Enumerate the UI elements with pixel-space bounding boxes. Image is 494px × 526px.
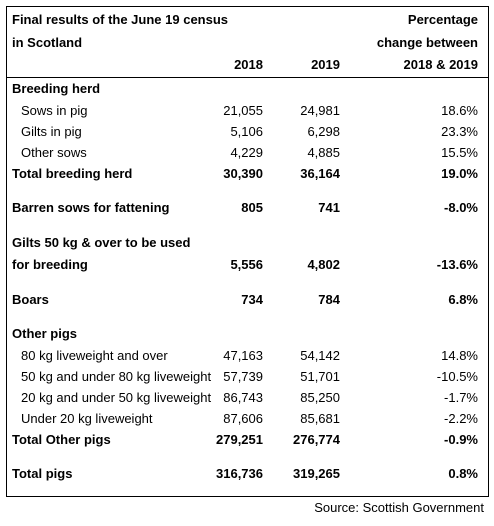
row-label: Boars bbox=[12, 292, 49, 307]
pct-header-line2: change between bbox=[376, 35, 478, 50]
row-value-2019: 276,774 bbox=[293, 432, 340, 447]
row-value-2018: 5,556 bbox=[230, 257, 263, 272]
row-label: Total pigs bbox=[12, 466, 73, 481]
row-value-2018: 5,106 bbox=[230, 124, 263, 139]
pct-header-line3: 2018 & 2019 bbox=[403, 57, 478, 72]
row-label: 80 kg liveweight and over bbox=[21, 348, 168, 363]
row-value-2018: 4,229 bbox=[230, 145, 263, 160]
col-header-2018: 2018 bbox=[234, 57, 263, 72]
row-value-2019: 4,802 bbox=[307, 257, 340, 272]
row-pct-change: -1.7% bbox=[444, 390, 478, 405]
row-value-2018: 87,606 bbox=[223, 411, 263, 426]
row-label: Gilts in pig bbox=[21, 124, 82, 139]
table-title-line2: in Scotland bbox=[12, 35, 83, 50]
row-value-2018: 47,163 bbox=[223, 348, 263, 363]
row-value-2018: 86,743 bbox=[223, 390, 263, 405]
row-value-2018: 734 bbox=[241, 292, 263, 307]
row-value-2019: 85,250 bbox=[300, 390, 340, 405]
row-label: 20 kg and under 50 kg liveweight bbox=[21, 390, 212, 405]
row-value-2019: 51,701 bbox=[300, 369, 340, 384]
table-title-line1: Final results of the June 19 census bbox=[12, 12, 229, 27]
row-pct-change: -13.6% bbox=[436, 257, 478, 272]
header-divider bbox=[7, 77, 488, 78]
row-value-2019: 784 bbox=[318, 292, 340, 307]
row-label: Under 20 kg liveweight bbox=[21, 411, 153, 426]
row-pct-change: -8.0% bbox=[444, 200, 478, 215]
row-label: Total Other pigs bbox=[12, 432, 111, 447]
row-pct-change: 6.8% bbox=[448, 292, 478, 307]
row-value-2019: 6,298 bbox=[307, 124, 340, 139]
census-table bbox=[6, 6, 489, 497]
row-pct-change: -0.9% bbox=[444, 432, 478, 447]
row-pct-change: 0.8% bbox=[448, 466, 478, 481]
pct-header-line1: Percentage bbox=[407, 12, 478, 27]
row-value-2018: 805 bbox=[241, 200, 263, 215]
row-value-2018: 316,736 bbox=[216, 466, 263, 481]
row-value-2018: 21,055 bbox=[223, 103, 263, 118]
row-value-2018: 57,739 bbox=[223, 369, 263, 384]
row-value-2018: 279,251 bbox=[216, 432, 263, 447]
row-pct-change: -10.5% bbox=[436, 369, 478, 384]
row-label: 50 kg and under 80 kg liveweight bbox=[21, 369, 212, 384]
row-label: for breeding bbox=[12, 257, 88, 272]
row-pct-change: 14.8% bbox=[441, 348, 478, 363]
row-pct-change: 15.5% bbox=[441, 145, 478, 160]
row-label: Other pigs bbox=[12, 326, 78, 341]
row-value-2019: 319,265 bbox=[293, 466, 340, 481]
col-header-2019: 2019 bbox=[311, 57, 340, 72]
row-label: Gilts 50 kg & over to be used bbox=[12, 235, 191, 250]
row-label: Breeding herd bbox=[12, 81, 101, 96]
row-value-2018: 30,390 bbox=[223, 166, 263, 181]
row-value-2019: 54,142 bbox=[300, 348, 340, 363]
row-pct-change: -2.2% bbox=[444, 411, 478, 426]
row-value-2019: 36,164 bbox=[300, 166, 340, 181]
row-value-2019: 4,885 bbox=[307, 145, 340, 160]
row-value-2019: 85,681 bbox=[300, 411, 340, 426]
row-pct-change: 18.6% bbox=[441, 103, 478, 118]
row-pct-change: 23.3% bbox=[441, 124, 478, 139]
row-value-2019: 24,981 bbox=[300, 103, 340, 118]
row-pct-change: 19.0% bbox=[441, 166, 478, 181]
row-label: Barren sows for fattening bbox=[12, 200, 170, 215]
row-label: Other sows bbox=[21, 145, 87, 160]
row-value-2019: 741 bbox=[318, 200, 340, 215]
row-label: Total breeding herd bbox=[12, 166, 133, 181]
source-note: Source: Scottish Government bbox=[314, 500, 484, 515]
row-label: Sows in pig bbox=[21, 103, 88, 118]
